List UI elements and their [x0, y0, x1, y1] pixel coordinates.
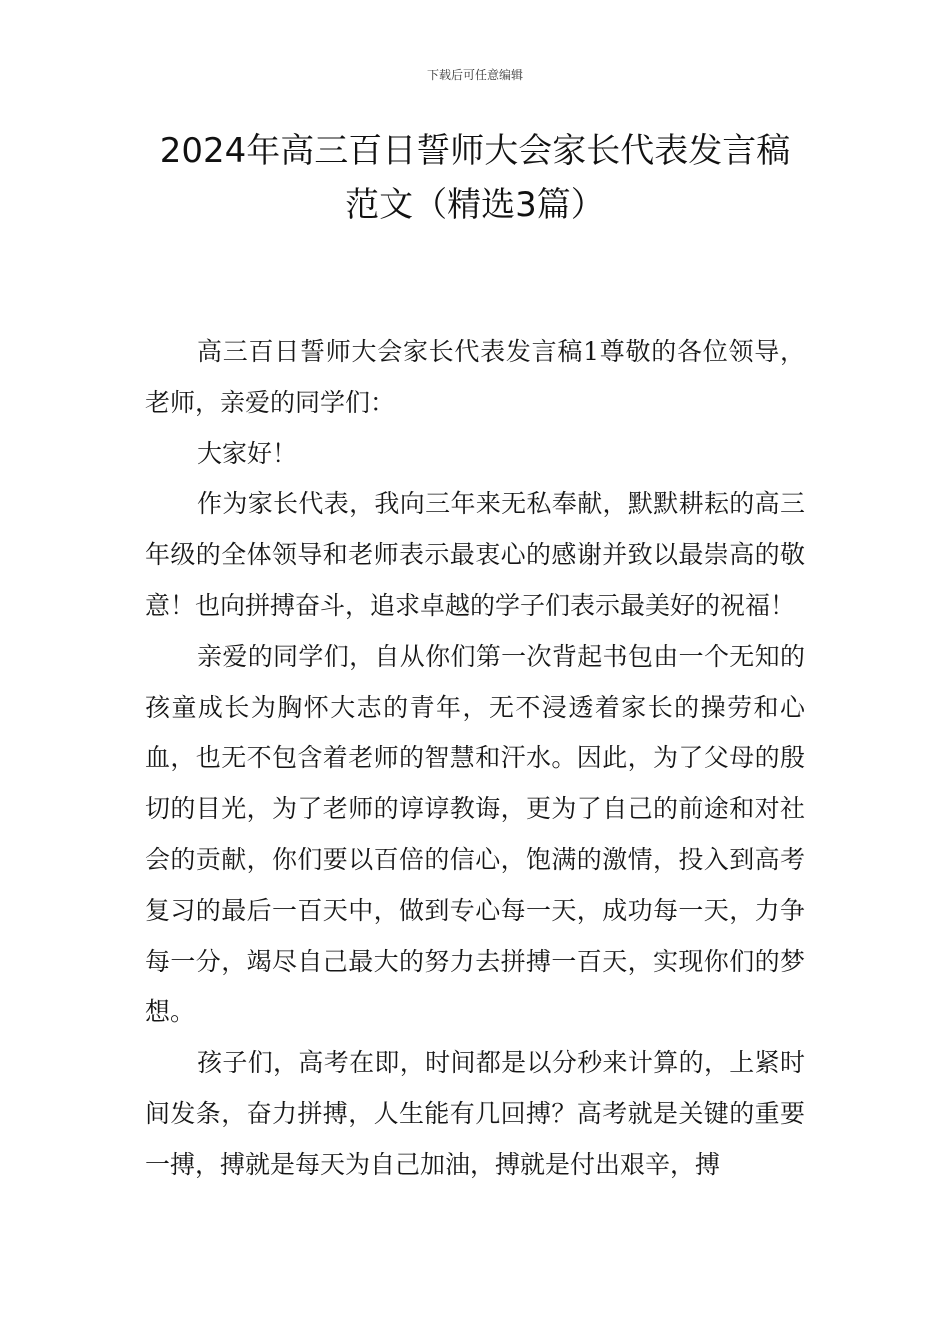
document-title — [100, 124, 850, 232]
paragraph: 亲爱的同学们，自从你们第一次背起书包由一个无知的孩童成长为胸怀大志的青年，无不浸透着家长的操劳和心血，也无不包含着老师的智慧和汗水。因此，为了父母的殷切的目光，为了老师的谆谆教诲，更为了自己的前途和对社会的贡献，你们要以百倍的信心，饱满的激情，投入到高考复习的最后一百天中，做到专心每一天，成功每一天，力争每一分，竭尽自己最大的努力去拼搏一百天，实现你们的梦想。 — [145, 641, 805, 1027]
title-line-1: 2024年高三百日誓师大会家长代表发言稿 — [159, 131, 791, 171]
paragraph: 作为家长代表，我向三年来无私奉献，默默耕耘的高三年级的全体领导和老师表示最衷心的感谢并致以最崇高的敬意！也向拼搏奋斗，追求卓越的学子们表示最美好的祝福！ — [145, 489, 805, 620]
header-note: 下载后可任意编辑 — [426, 68, 523, 82]
paragraph: 大家好！ — [197, 438, 298, 468]
title-line-2: 范文（精选3篇） — [345, 185, 605, 225]
paragraph: 高三百日誓师大会家长代表发言稿1尊敬的各位领导，老师，亲爱的同学们： — [145, 337, 805, 417]
document-body — [145, 327, 805, 1191]
paragraph: 孩子们，高考在即，时间都是以分秒来计算的，上紧时间发条，奋力拼搏，人生能有几回搏？高考就是关键的重要一搏，搏就是每天为自己加油，搏就是付出艰辛，搏 — [145, 1048, 805, 1179]
